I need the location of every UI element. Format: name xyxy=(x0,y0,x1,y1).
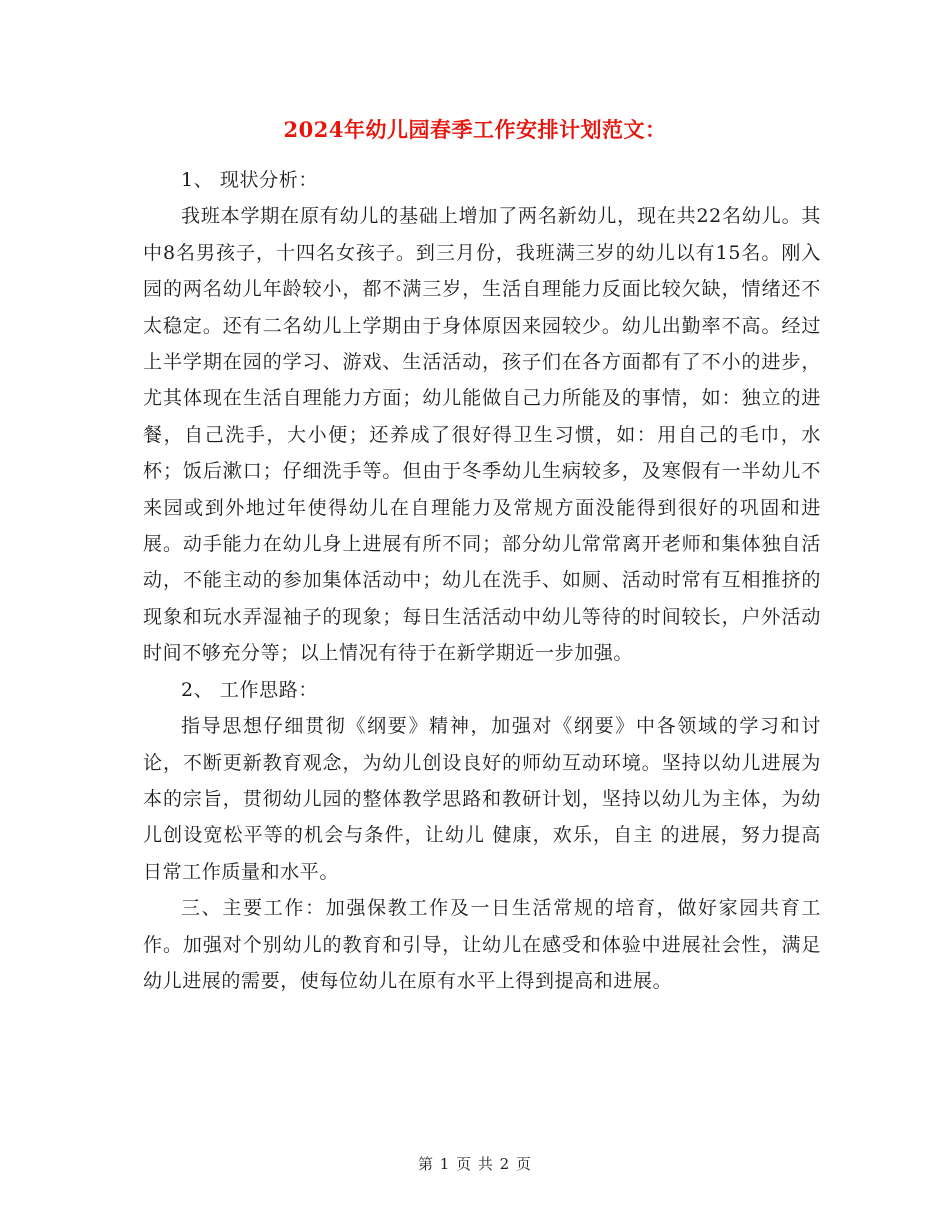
document-title: 2024年幼儿园春季工作安排计划范文： xyxy=(283,117,667,142)
section-heading-status-analysis: 1、 现状分析： xyxy=(181,169,318,191)
paragraph-status-analysis: 我班本学期在原有幼儿的基础上增加了两名新幼儿，现在共22名幼儿。其中8名男孩子，十四名女孩子。到三月份，我班满三岁的幼儿以有15名。刚入园的两名幼儿年龄较小，都不满三岁，生活自理能力反面比较欠缺，情绪还不太稳定。还有二名幼儿上学期由于身体原因来园较少。幼儿出勤率不高。经过上半学期在园的学习、游戏、生活活动，孩子们在各方面都有了不小的进步，尤其体现在生活自理能力方面；幼儿能做自己力所能及的事情，如：独立的进餐，自己洗手，大小便；还养成了很好得卫生习惯，如：用自己的毛巾，水杯；饭后漱口；仔细洗手等。但由于冬季幼儿生病较多，及寒假有一半幼儿不来园或到外地过年使得幼儿在自理能力及常规方面没能得到很好的巩固和进展。动手能力在幼儿身上进展有所不同；部分幼儿常常离开老师和集体独自活动，不能主动的参加集体活动中；幼儿在洗手、如厕、活动时常有互相推挤的现象和玩水弄湿袖子的现象；每日生活活动中幼儿等待的时间较长，户外活动时间不够充分等；以上情况有待于在新学期近一步加强。 xyxy=(143,205,821,665)
paragraph-main-work: 三、主要工作：加强保教工作及一日生活常规的培育，做好家园共育工作。加强对个别幼儿的教育和引导，让幼儿在感受和体验中进展社会性，满足幼儿进展的需要，使每位幼儿在原有水平上得到提高和进展。 xyxy=(143,897,821,992)
paragraph-work-ideas: 指导思想仔细贯彻《纲要》精神，加强对《纲要》中各领域的学习和讨论，不断更新教育观念，为幼儿创设良好的师幼互动环境。坚持以幼儿进展为本的宗旨，贯彻幼儿园的整体教学思路和教研计划，坚持以幼儿为主体，为幼儿创设宽松平等的机会与条件，让幼儿 健康，欢乐，自主 的进展，努力提高日常工作质量和水平。 xyxy=(143,715,821,883)
document-body xyxy=(143,162,821,999)
section-heading-work-ideas: 2、 工作思路： xyxy=(181,678,318,701)
page-number-footer: 第 1 页 共 2 页 xyxy=(418,1155,532,1173)
